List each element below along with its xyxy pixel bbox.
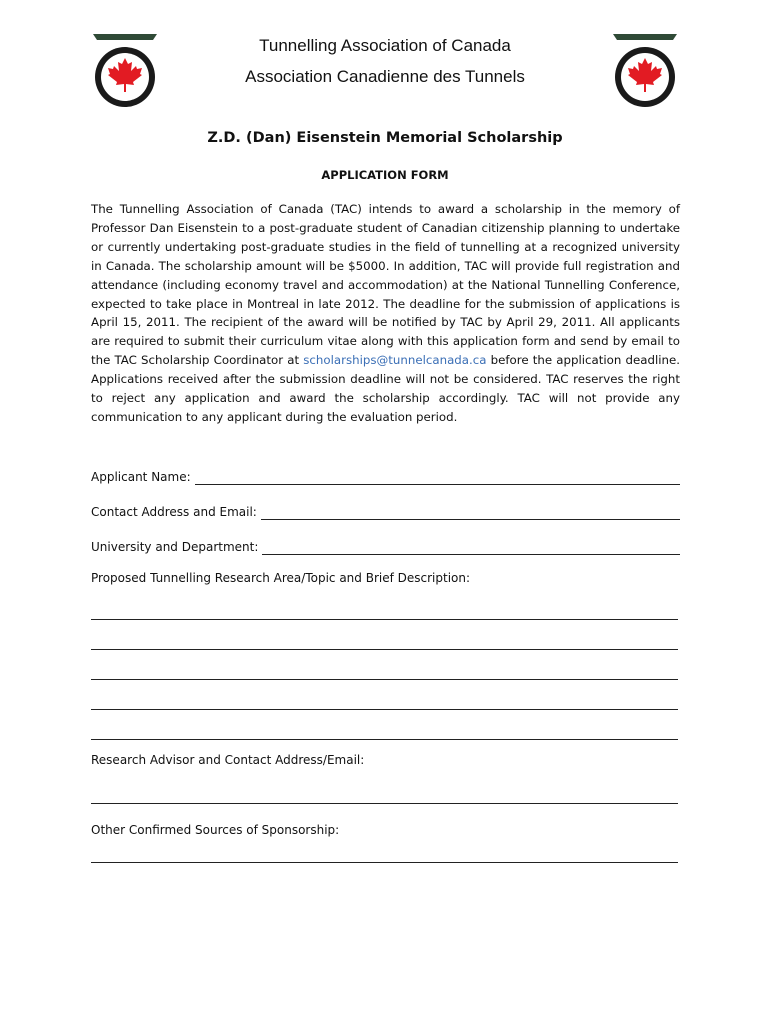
organization-name-french: Association Canadienne des Tunnels [245, 67, 525, 86]
email-link[interactable]: scholarships@tunnelcanada.ca [303, 353, 487, 368]
intro-paragraph [91, 200, 680, 427]
research-area-label: Proposed Tunnelling Research Area/Topic and Brief Description: [91, 571, 471, 585]
research-line[interactable] [91, 679, 678, 680]
applicant-name-line[interactable] [195, 470, 680, 485]
form-subtitle: APPLICATION FORM [321, 168, 449, 182]
university-label: University and Department: [91, 540, 259, 554]
research-line[interactable] [91, 709, 678, 710]
sponsorship-line[interactable] [91, 862, 678, 863]
contact-address-field [91, 500, 680, 520]
applicant-name-field [91, 465, 680, 485]
research-line[interactable] [91, 649, 678, 650]
advisor-line[interactable] [91, 803, 678, 804]
intro-text-before: The Tunnelling Association of Canada (TAC) intends to award a scholarship in the memory of Professor Dan Eisenstein to a post-graduate student of Canadian citizenship planning to undertake or currently undertaking post-graduate studies in the field of tunnelling at a recognized university in Canada. The scholarship amount will be $5000. In addition, TAC will provide full registration and attendance (including economy travel and accommodation) at the National Tunnelling Conference, expected to take place in Montreal in late 2012. The deadline for the submission of applications is April 15, 2011. The recipient of the award will be notified by TAC by April 29, 2011. All applicants are required to submit their curriculum vitae along with this application form and send by email to the TAC Scholarship Coordinator at [91, 202, 680, 368]
contact-address-line[interactable] [261, 505, 680, 520]
page-title: Z.D. (Dan) Eisenstein Memorial Scholarship [207, 130, 563, 146]
applicant-name-label: Applicant Name: [91, 470, 191, 484]
intro-text-after: before the application deadline. Applications received after the submission deadline will not be considered. TAC reserves the right to reject any application and award the scholarship accordingly. TAC will not provide any communication to any applicant during the evaluation period. [91, 353, 680, 424]
university-field [91, 535, 680, 555]
advisor-label: Research Advisor and Contact Address/Email: [91, 753, 365, 767]
university-line[interactable] [262, 540, 680, 555]
sponsorship-label: Other Confirmed Sources of Sponsorship: [91, 823, 340, 837]
contact-address-label: Contact Address and Email: [91, 505, 257, 519]
research-line[interactable] [91, 619, 678, 620]
organization-name-english: Tunnelling Association of Canada [259, 36, 511, 55]
research-line[interactable] [91, 739, 678, 740]
